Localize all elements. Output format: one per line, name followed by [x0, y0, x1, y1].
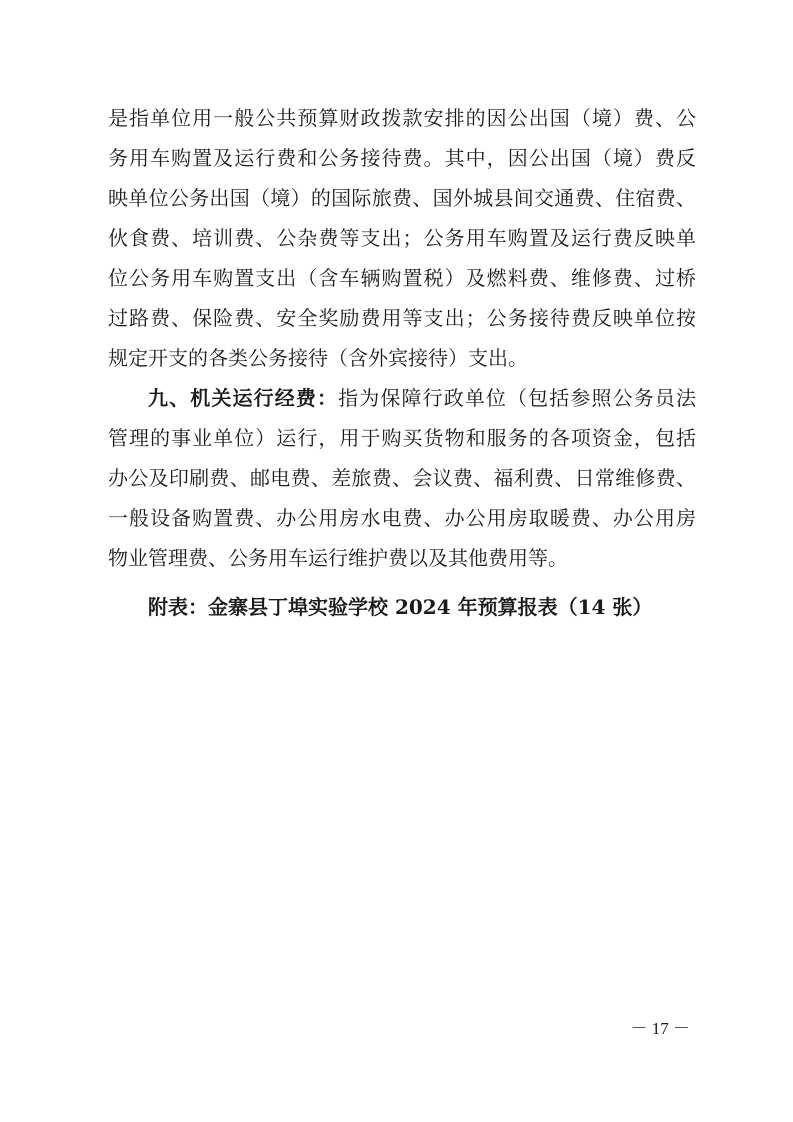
paragraph-public-expenses [108, 98, 696, 378]
text-fragment: 指为保障行政单位（包括参照公务员法 [338, 386, 697, 410]
text-line: 规定开支的各类公务接待（含外宾接待）支出。 [108, 346, 528, 370]
section-heading: 九、机关运行经费： [148, 386, 339, 410]
attachment-label: 附表： [148, 595, 208, 619]
text-line: 是指单位用一般公共预算财政拨款安排的因公出国（境）费、公 [108, 106, 696, 130]
text-line: 办公及印刷费、邮电费、差旅费、会议费、福利费、日常维修费、 [108, 466, 696, 490]
text-line: 一般设备购置费、办公用房水电费、办公用房取暖费、办公用房 [108, 506, 696, 530]
text-line: 管理的事业单位）运行，用于购买货物和服务的各项资金，包括 [108, 426, 696, 450]
attachment-text: 金寨县丁埠实验学校 2024 年预算报表（14 张） [208, 595, 653, 619]
text-line: 务用车购置及运行费和公务接待费。其中，因公出国（境）费反 [108, 146, 696, 170]
paragraph-operating-expenses [108, 378, 696, 578]
text-line: 伙食费、培训费、公杂费等支出；公务用车购置及运行费反映单 [108, 226, 696, 250]
text-line: 映单位公务出国（境）的国际旅费、国外城县间交通费、住宿费、 [108, 186, 696, 210]
text-line: 物业管理费、公务用车运行维护费以及其他费用等。 [108, 546, 568, 570]
text-line [108, 378, 696, 418]
attachment-line [148, 587, 652, 627]
text-line: 位公务用车购置支出（含车辆购置税）及燃料费、维修费、过桥 [108, 266, 696, 290]
text-line: 过路费、保险费、安全奖励费用等支出；公务接待费反映单位按 [108, 306, 696, 330]
page-number: － 17 － [630, 1019, 690, 1038]
document-body [108, 98, 696, 578]
